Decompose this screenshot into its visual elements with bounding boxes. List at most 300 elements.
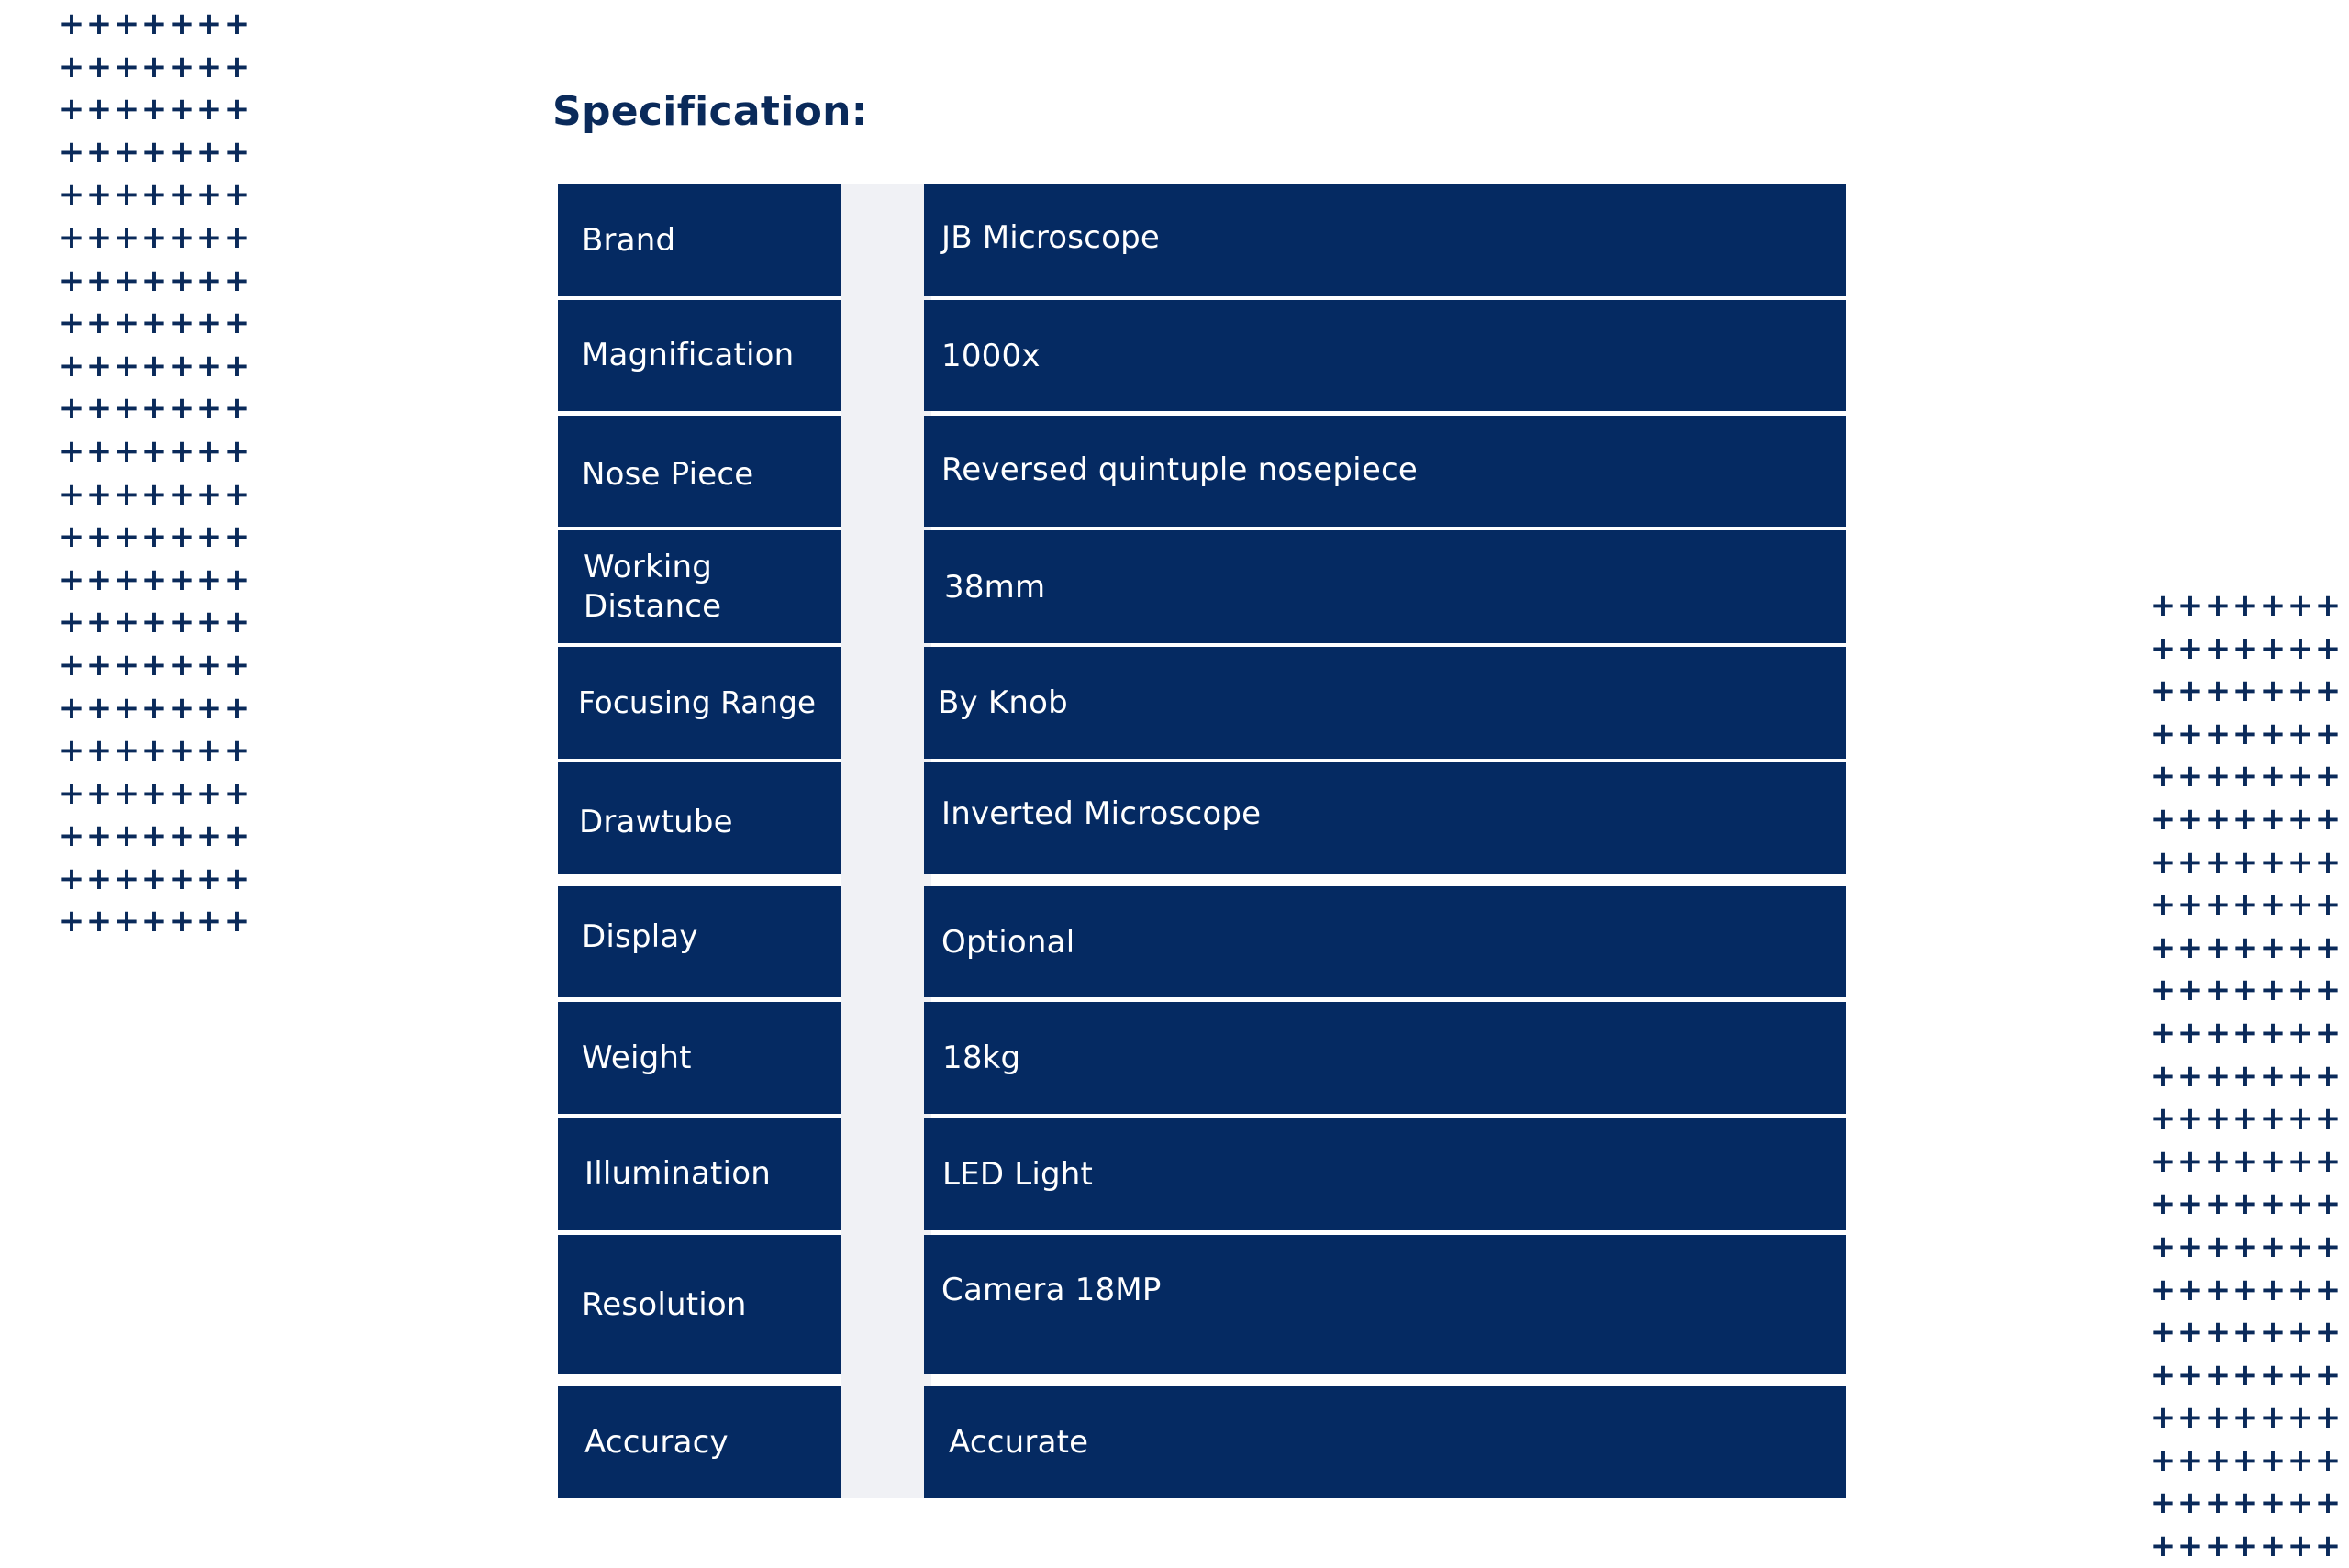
plus-icon: +: [113, 176, 140, 214]
plus-icon: +: [2176, 1100, 2204, 1138]
plus-icon: +: [2176, 886, 2204, 924]
plus-icon: +: [168, 218, 195, 256]
plus-icon: +: [2232, 1356, 2259, 1394]
plus-icon: +: [2259, 929, 2287, 966]
plus-icon: +: [168, 774, 195, 812]
plus-icon: +: [113, 732, 140, 770]
plus-icon: +: [2204, 1142, 2232, 1180]
plus-icon: +: [2204, 1356, 2232, 1394]
plus-icon: +: [2204, 1185, 2232, 1223]
plus-icon: +: [58, 176, 85, 214]
plus-icon: +: [140, 518, 168, 556]
plus-icon: +: [195, 133, 223, 171]
table-row-nose-piece: [558, 416, 1846, 527]
plus-icon: +: [223, 347, 250, 384]
plus-icon: +: [2259, 1014, 2287, 1051]
plus-icon: +: [2314, 929, 2342, 966]
plus-icon: +: [2149, 629, 2176, 667]
plus-icon: +: [195, 390, 223, 428]
plus-icon: +: [2259, 673, 2287, 710]
plus-icon: +: [223, 475, 250, 513]
plus-icon: +: [140, 91, 168, 128]
plus-icon: +: [195, 646, 223, 684]
plus-icon: +: [168, 133, 195, 171]
plus-icon: +: [223, 91, 250, 128]
plus-icon: +: [223, 646, 250, 684]
plus-icon: +: [113, 218, 140, 256]
plus-icon: +: [2232, 800, 2259, 838]
plus-icon: +: [2176, 1057, 2204, 1095]
plus-icon: +: [140, 646, 168, 684]
plus-icon: +: [2259, 800, 2287, 838]
spec-label-text: Working Distance: [584, 548, 722, 625]
plus-icon: +: [2149, 972, 2176, 1009]
plus-icon: +: [2287, 929, 2314, 966]
plus-icon: +: [2287, 1057, 2314, 1095]
plus-icon: +: [140, 817, 168, 855]
plus-icon: +: [2287, 629, 2314, 667]
plus-icon: +: [2176, 843, 2204, 881]
plus-icon: +: [2149, 929, 2176, 966]
plus-icon: +: [2176, 800, 2204, 838]
plus-icon: +: [113, 518, 140, 556]
plus-icon: +: [168, 518, 195, 556]
plus-icon: +: [223, 903, 250, 940]
plus-icon: +: [140, 48, 168, 85]
plus-icon: +: [85, 48, 113, 85]
plus-icon: +: [58, 48, 85, 85]
plus-icon: +: [2259, 1399, 2287, 1437]
plus-icon: +: [113, 48, 140, 85]
spec-label: Brand: [558, 184, 841, 296]
plus-icon: +: [85, 133, 113, 171]
plus-icon: +: [113, 261, 140, 299]
plus-icon: +: [2232, 1014, 2259, 1051]
plus-icon: +: [195, 817, 223, 855]
plus-icon: +: [195, 432, 223, 470]
plus-icon: +: [140, 176, 168, 214]
plus-icon: +: [2287, 715, 2314, 752]
plus-icon: +: [140, 347, 168, 384]
plus-icon: +: [168, 561, 195, 598]
plus-icon: +: [140, 305, 168, 342]
plus-icon: +: [58, 305, 85, 342]
plus-icon: +: [2314, 843, 2342, 881]
plus-icon: +: [113, 432, 140, 470]
table-row-display: [558, 886, 1846, 997]
spec-value: LED Light: [924, 1118, 1846, 1230]
plus-icon: +: [140, 561, 168, 598]
plus-icon: +: [168, 646, 195, 684]
plus-icon: +: [2176, 1014, 2204, 1051]
plus-icon: +: [2287, 1356, 2314, 1394]
plus-icon: +: [2204, 715, 2232, 752]
plus-icon: +: [140, 689, 168, 727]
spec-label: Illumination: [558, 1118, 841, 1230]
plus-icon: +: [223, 518, 250, 556]
table-row-magnification: [558, 300, 1846, 411]
plus-icon: +: [2259, 1100, 2287, 1138]
decorative-plus-pattern-right: [2149, 584, 2349, 1565]
plus-icon: +: [195, 604, 223, 641]
plus-icon: +: [85, 732, 113, 770]
plus-icon: +: [113, 860, 140, 897]
plus-icon: +: [2314, 1271, 2342, 1308]
plus-icon: +: [168, 6, 195, 42]
plus-icon: +: [2176, 1399, 2204, 1437]
plus-icon: +: [140, 860, 168, 897]
table-row-working-distance: [558, 530, 1846, 643]
plus-icon: +: [223, 305, 250, 342]
plus-icon: +: [140, 133, 168, 171]
plus-icon: +: [168, 91, 195, 128]
plus-icon: +: [168, 860, 195, 897]
plus-icon: +: [140, 903, 168, 940]
plus-icon: +: [168, 261, 195, 299]
plus-icon: +: [2287, 1314, 2314, 1351]
plus-icon: +: [140, 218, 168, 256]
plus-icon: +: [58, 218, 85, 256]
plus-icon: +: [223, 133, 250, 171]
plus-icon: +: [223, 732, 250, 770]
plus-icon: +: [2314, 1399, 2342, 1437]
plus-icon: +: [2232, 843, 2259, 881]
spec-label: Focusing Range: [558, 647, 841, 759]
plus-icon: +: [2176, 1356, 2204, 1394]
plus-icon: +: [140, 432, 168, 470]
plus-icon: +: [2314, 1441, 2342, 1479]
plus-icon: +: [168, 903, 195, 940]
plus-icon: +: [2176, 929, 2204, 966]
plus-icon: +: [2232, 1057, 2259, 1095]
plus-icon: +: [85, 604, 113, 641]
plus-icon: +: [2149, 1485, 2176, 1522]
plus-icon: +: [2176, 715, 2204, 752]
plus-icon: +: [2176, 1528, 2204, 1565]
plus-icon: +: [58, 475, 85, 513]
specification-table: [558, 184, 1846, 1498]
spec-value: Inverted Microscope: [924, 762, 1846, 874]
plus-icon: +: [85, 518, 113, 556]
plus-icon: +: [2149, 800, 2176, 838]
plus-icon: +: [2149, 587, 2176, 624]
plus-icon: +: [2204, 843, 2232, 881]
spec-value: Optional: [924, 886, 1846, 997]
plus-icon: +: [2204, 673, 2232, 710]
plus-icon: +: [2204, 1485, 2232, 1522]
plus-icon: +: [2232, 758, 2259, 795]
plus-icon: +: [2287, 1100, 2314, 1138]
plus-icon: +: [168, 390, 195, 428]
spec-value: 18kg: [924, 1002, 1846, 1114]
plus-icon: +: [58, 91, 85, 128]
plus-icon: +: [113, 774, 140, 812]
plus-icon: +: [195, 518, 223, 556]
plus-icon: +: [85, 390, 113, 428]
plus-icon: +: [2204, 1399, 2232, 1437]
plus-icon: +: [58, 732, 85, 770]
plus-icon: +: [195, 176, 223, 214]
spec-label: Accuracy: [558, 1386, 841, 1498]
plus-icon: +: [2287, 800, 2314, 838]
plus-icon: +: [2259, 972, 2287, 1009]
plus-icon: +: [58, 518, 85, 556]
plus-icon: +: [168, 689, 195, 727]
plus-icon: +: [223, 6, 250, 42]
plus-icon: +: [113, 133, 140, 171]
plus-icon: +: [168, 817, 195, 855]
plus-icon: +: [2287, 1142, 2314, 1180]
plus-icon: +: [2176, 673, 2204, 710]
plus-icon: +: [113, 390, 140, 428]
plus-icon: +: [113, 604, 140, 641]
plus-icon: +: [168, 475, 195, 513]
spec-value: Accurate: [924, 1386, 1846, 1498]
plus-icon: +: [195, 218, 223, 256]
plus-icon: +: [58, 903, 85, 940]
plus-icon: +: [2314, 629, 2342, 667]
plus-icon: +: [2176, 1142, 2204, 1180]
plus-icon: +: [2232, 673, 2259, 710]
plus-icon: +: [85, 561, 113, 598]
plus-icon: +: [223, 218, 250, 256]
plus-icon: +: [2259, 1142, 2287, 1180]
plus-icon: +: [58, 347, 85, 384]
plus-icon: +: [85, 432, 113, 470]
plus-icon: +: [2314, 1014, 2342, 1051]
plus-icon: +: [85, 689, 113, 727]
plus-icon: +: [113, 689, 140, 727]
plus-icon: +: [168, 432, 195, 470]
plus-icon: +: [2259, 1314, 2287, 1351]
plus-icon: +: [2259, 715, 2287, 752]
plus-icon: +: [113, 561, 140, 598]
plus-icon: +: [85, 176, 113, 214]
plus-icon: +: [85, 261, 113, 299]
plus-icon: +: [2314, 1356, 2342, 1394]
table-row-brand: [558, 184, 1846, 296]
plus-icon: +: [168, 347, 195, 384]
plus-icon: +: [2149, 886, 2176, 924]
plus-icon: +: [2287, 1441, 2314, 1479]
plus-icon: +: [2204, 886, 2232, 924]
plus-icon: +: [140, 604, 168, 641]
spec-label: [558, 530, 841, 643]
plus-icon: +: [2259, 1185, 2287, 1223]
plus-icon: +: [58, 6, 85, 42]
plus-icon: +: [195, 305, 223, 342]
plus-icon: +: [2204, 800, 2232, 838]
plus-icon: +: [2287, 1271, 2314, 1308]
plus-icon: +: [2287, 673, 2314, 710]
plus-icon: +: [2204, 1528, 2232, 1565]
plus-icon: +: [2259, 843, 2287, 881]
table-row-accuracy: [558, 1386, 1846, 1498]
table-row-drawtube: [558, 762, 1846, 874]
plus-icon: +: [2259, 1485, 2287, 1522]
plus-icon: +: [113, 817, 140, 855]
plus-icon: +: [2314, 1485, 2342, 1522]
plus-icon: +: [2259, 1441, 2287, 1479]
spec-label: Weight: [558, 1002, 841, 1114]
plus-icon: +: [2314, 886, 2342, 924]
plus-icon: +: [195, 261, 223, 299]
plus-icon: +: [2232, 1271, 2259, 1308]
plus-icon: +: [58, 646, 85, 684]
plus-icon: +: [195, 6, 223, 42]
plus-icon: +: [195, 48, 223, 85]
plus-icon: +: [2149, 1142, 2176, 1180]
plus-icon: +: [223, 390, 250, 428]
plus-icon: +: [140, 390, 168, 428]
plus-icon: +: [140, 6, 168, 42]
plus-icon: +: [85, 817, 113, 855]
plus-icon: +: [223, 817, 250, 855]
spec-value: JB Microscope: [924, 184, 1846, 296]
plus-icon: +: [58, 261, 85, 299]
plus-icon: +: [2149, 1100, 2176, 1138]
plus-icon: +: [2204, 1057, 2232, 1095]
plus-icon: +: [2287, 1528, 2314, 1565]
plus-icon: +: [2287, 587, 2314, 624]
plus-icon: +: [2232, 1314, 2259, 1351]
plus-icon: +: [2204, 587, 2232, 624]
plus-icon: +: [58, 604, 85, 641]
plus-icon: +: [2176, 1485, 2204, 1522]
plus-icon: +: [140, 732, 168, 770]
plus-icon: +: [85, 6, 113, 42]
plus-icon: +: [2314, 1314, 2342, 1351]
plus-icon: +: [195, 689, 223, 727]
spec-value: Reversed quintuple nosepiece: [924, 416, 1846, 527]
plus-icon: +: [85, 903, 113, 940]
plus-icon: +: [2149, 758, 2176, 795]
plus-icon: +: [2232, 1441, 2259, 1479]
plus-icon: +: [85, 860, 113, 897]
plus-icon: +: [223, 561, 250, 598]
plus-icon: +: [195, 774, 223, 812]
spec-label: Drawtube: [558, 762, 841, 874]
plus-icon: +: [2287, 1399, 2314, 1437]
plus-icon: +: [2232, 1142, 2259, 1180]
plus-icon: +: [2259, 1271, 2287, 1308]
plus-icon: +: [2314, 758, 2342, 795]
plus-icon: +: [85, 91, 113, 128]
plus-icon: +: [2232, 1528, 2259, 1565]
plus-icon: +: [223, 48, 250, 85]
spec-label: Nose Piece: [558, 416, 841, 527]
plus-icon: +: [195, 347, 223, 384]
plus-icon: +: [2149, 673, 2176, 710]
plus-icon: +: [113, 903, 140, 940]
spec-label: Magnification: [558, 300, 841, 411]
plus-icon: +: [85, 347, 113, 384]
plus-icon: +: [2176, 1228, 2204, 1265]
plus-icon: +: [113, 475, 140, 513]
plus-icon: +: [2204, 1228, 2232, 1265]
plus-icon: +: [2149, 1014, 2176, 1051]
plus-icon: +: [2259, 758, 2287, 795]
plus-icon: +: [2176, 587, 2204, 624]
plus-icon: +: [2259, 1057, 2287, 1095]
plus-icon: +: [2232, 1485, 2259, 1522]
plus-icon: +: [2149, 1271, 2176, 1308]
plus-icon: +: [2259, 886, 2287, 924]
plus-icon: +: [58, 561, 85, 598]
plus-icon: +: [2232, 1399, 2259, 1437]
spec-label: Resolution: [558, 1235, 841, 1374]
plus-icon: +: [2259, 1528, 2287, 1565]
plus-icon: +: [2314, 1185, 2342, 1223]
plus-icon: +: [2204, 629, 2232, 667]
plus-icon: +: [2232, 715, 2259, 752]
plus-icon: +: [113, 6, 140, 42]
plus-icon: +: [2176, 1185, 2204, 1223]
plus-icon: +: [2314, 972, 2342, 1009]
plus-icon: +: [2259, 1228, 2287, 1265]
plus-icon: +: [2287, 1014, 2314, 1051]
plus-icon: +: [2259, 587, 2287, 624]
plus-icon: +: [223, 176, 250, 214]
plus-icon: +: [2287, 1185, 2314, 1223]
plus-icon: +: [2287, 972, 2314, 1009]
spec-label: Display: [558, 886, 841, 997]
plus-icon: +: [140, 475, 168, 513]
plus-icon: +: [2287, 758, 2314, 795]
plus-icon: +: [2232, 972, 2259, 1009]
plus-icon: +: [2314, 715, 2342, 752]
plus-icon: +: [2232, 587, 2259, 624]
plus-icon: +: [58, 390, 85, 428]
plus-icon: +: [2149, 843, 2176, 881]
plus-icon: +: [2149, 1057, 2176, 1095]
plus-icon: +: [195, 561, 223, 598]
plus-icon: +: [195, 903, 223, 940]
plus-icon: +: [195, 860, 223, 897]
plus-icon: +: [223, 774, 250, 812]
plus-icon: +: [2287, 843, 2314, 881]
plus-icon: +: [2232, 629, 2259, 667]
plus-icon: +: [2204, 1100, 2232, 1138]
plus-icon: +: [2149, 1399, 2176, 1437]
plus-icon: +: [2232, 1228, 2259, 1265]
decorative-plus-pattern-left: [58, 3, 250, 943]
plus-icon: +: [2232, 929, 2259, 966]
plus-icon: +: [2204, 929, 2232, 966]
plus-icon: +: [113, 646, 140, 684]
plus-icon: +: [195, 475, 223, 513]
plus-icon: +: [2204, 1271, 2232, 1308]
plus-icon: +: [168, 732, 195, 770]
plus-icon: +: [2259, 629, 2287, 667]
plus-icon: +: [2204, 758, 2232, 795]
plus-icon: +: [2176, 1271, 2204, 1308]
plus-icon: +: [2204, 1014, 2232, 1051]
plus-icon: +: [2259, 1356, 2287, 1394]
plus-icon: +: [58, 689, 85, 727]
plus-icon: +: [2314, 1057, 2342, 1095]
plus-icon: +: [195, 91, 223, 128]
plus-icon: +: [113, 305, 140, 342]
plus-icon: +: [2149, 1314, 2176, 1351]
plus-icon: +: [2176, 758, 2204, 795]
plus-icon: +: [2176, 972, 2204, 1009]
plus-icon: +: [58, 432, 85, 470]
table-row-weight: [558, 1002, 1846, 1114]
plus-icon: +: [2149, 1356, 2176, 1394]
plus-icon: +: [2314, 1142, 2342, 1180]
plus-icon: +: [140, 261, 168, 299]
